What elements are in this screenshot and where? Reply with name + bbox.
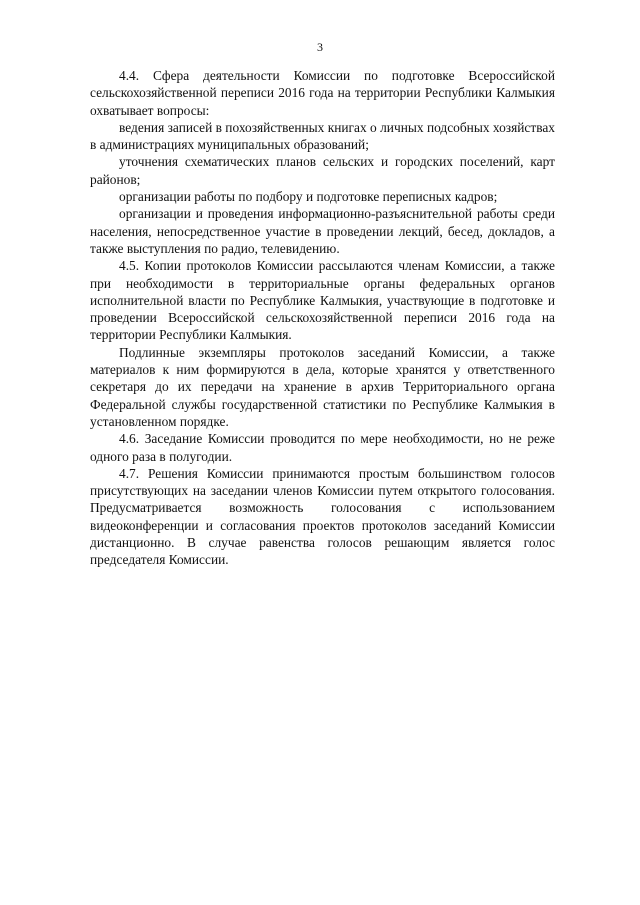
paragraph-4-7: 4.7. Решения Комиссии принимаются простым большинством голосов присутствующих на заседании членов Комиссии путем открытого голосования. Предусматривается возможность голосования с использованием видеоконференции и согласования проектов протоколов заседаний Комиссии дистанционно. В случае равенства голосов решающим является голос председателя Комиссии. [90, 465, 555, 568]
list-item-outreach-work: организации и проведения информационно-разъяснительной работы среди населения, непосредственное участие в проведении лекций, бесед, докладов, а также выступления по радио, телевидению. [90, 206, 555, 256]
paragraph-4-5: 4.5. Копии протоколов Комиссии рассылаются членам Комиссии, а также при необходимости в территориальные органы федеральных органов исполнительной власти по Республике Калмыкия, участвующие в подготовке и проведении Всероссийской сельскохозяйственной переписи 2016 года на территории Республики Калмыкия. [90, 258, 555, 343]
paragraph-original-protocols: Подлинные экземпляры протоколов заседаний Комиссии, а также материалов к ним формируются в дела, которые хранятся у ответственного секретаря до их передачи на хранение в архив Территориального органа Федеральной службы государственной статистики по Республике Калмыкия в установленном порядке. [90, 344, 555, 429]
list-item-census-staff: организации работы по подбору и подготовке переписных кадров; [119, 189, 498, 205]
page-number: 3 [317, 40, 323, 54]
paragraph-4-6: 4.6. Заседание Комиссии проводится по мере необходимости, но не реже одного раза в полугодии. [90, 431, 555, 464]
list-item-household-books: ведения записей в похозяйственных книгах о личных подсобных хозяйствах в администрациях муниципальных образований; [90, 119, 555, 153]
paragraph-4-4: 4.4. Сфера деятельности Комиссии по подготовке Всероссийской сельскохозяйственной переписи 2016 года на территории Республики Калмыкия охватывает вопросы: [90, 68, 555, 118]
list-item-settlement-plans: уточнения схематических планов сельских и городских поселений, карт районов; [90, 154, 555, 187]
document-body [90, 67, 555, 569]
